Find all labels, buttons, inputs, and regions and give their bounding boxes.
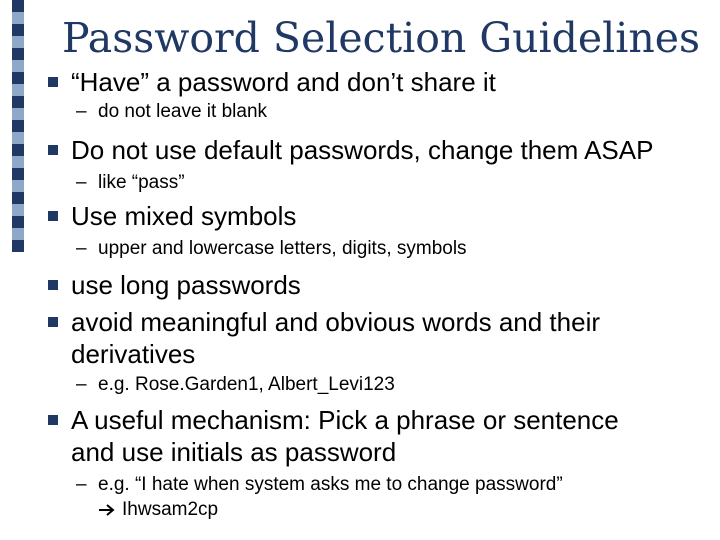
sub-item-text: like “pass”	[98, 172, 185, 193]
bullet-text: “Have” a password and don’t share it	[71, 67, 496, 97]
bullet-text: derivatives	[71, 339, 196, 369]
sub-item-text: e.g. “I hate when system asks me to change password”	[98, 474, 563, 495]
square-bullet-icon	[48, 280, 58, 290]
square-bullet-icon	[48, 145, 58, 155]
square-bullet-icon	[48, 77, 58, 87]
dash-icon: –	[76, 172, 87, 193]
dash-icon: –	[76, 101, 87, 122]
bullet-text: Use mixed symbols	[71, 201, 297, 231]
square-bullet-icon	[48, 317, 58, 327]
slide-title: Password Selection Guidelines	[62, 14, 701, 62]
sub-item	[76, 472, 563, 498]
bullet-text: and use initials as password	[71, 437, 397, 467]
sub-item-text: upper and lowercase letters, digits, symbols	[98, 238, 467, 259]
sub-item	[76, 236, 467, 262]
sub-item-text: Ihwsam2cp	[122, 499, 219, 520]
bullet-text: A useful mechanism: Pick a phrase or sentence	[71, 405, 619, 435]
bullet-text: use long passwords	[71, 270, 301, 300]
dash-icon: –	[76, 374, 87, 395]
dash-icon: –	[76, 474, 87, 495]
sub-item	[76, 170, 185, 196]
square-bullet-icon	[48, 211, 58, 221]
right-arrow-icon	[98, 497, 116, 523]
sub-item-text: do not leave it blank	[98, 101, 268, 122]
sub-item	[76, 99, 267, 125]
sub-item	[76, 372, 395, 398]
dash-icon: –	[76, 238, 87, 259]
sub-item-text: e.g. Rose.Garden1, Albert_Levi123	[98, 374, 395, 395]
square-bullet-icon	[48, 415, 58, 425]
bullet-text: Do not use default passwords, change them ASAP	[71, 135, 654, 165]
sub-item-continuation	[98, 497, 218, 523]
bullet-text: avoid meaningful and obvious words and their	[71, 307, 601, 337]
